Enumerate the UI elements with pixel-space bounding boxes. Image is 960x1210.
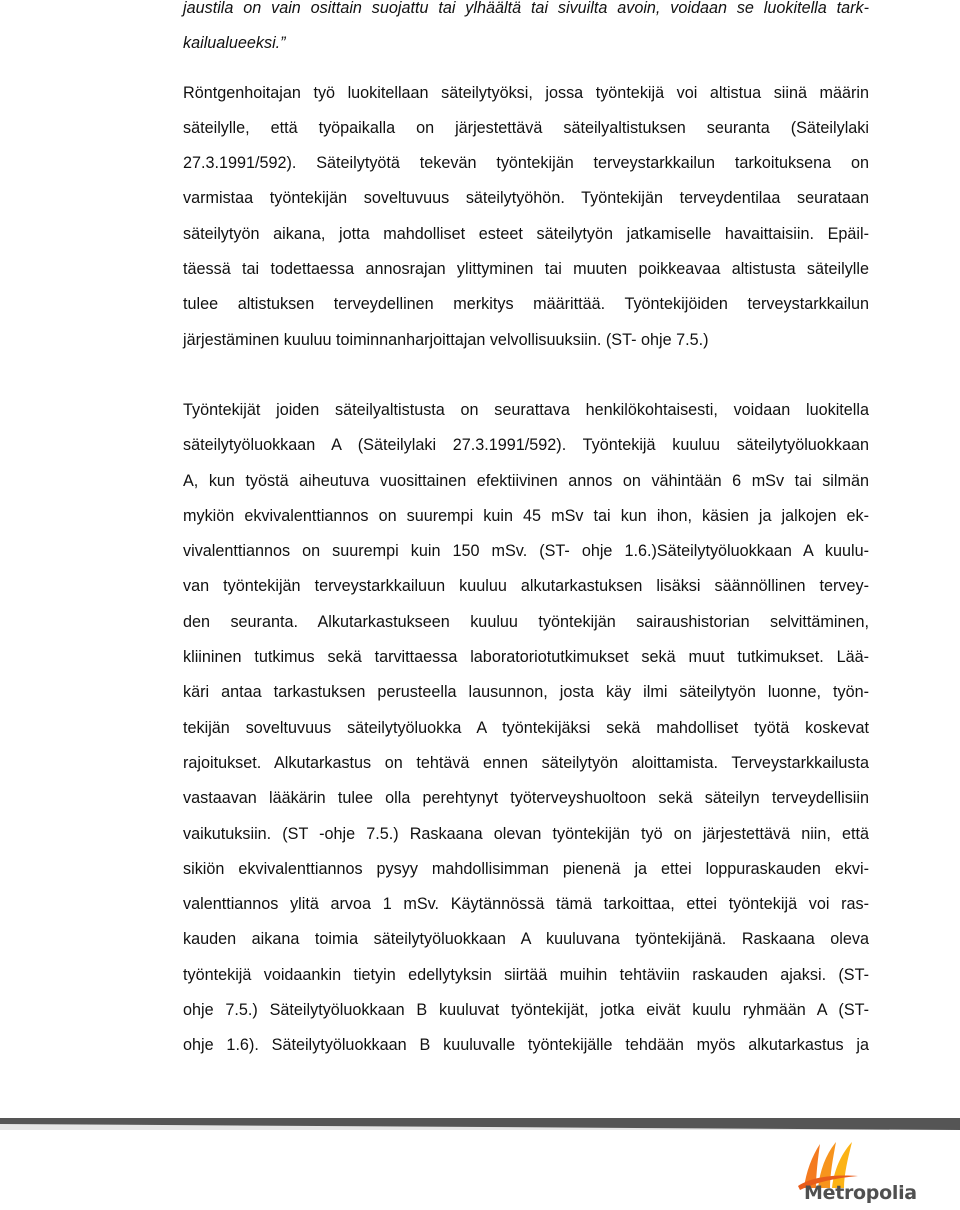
paragraph-line: den seuranta. Alkutarkastukseen kuuluu työntekijän sairaushistorian selvittäminen,: [183, 612, 869, 631]
document-body: [183, 0, 869, 1064]
paragraph-line: mykiön ekvivalenttiannos on suurempi kuin 45 mSv tai kun ihon, käsien ja jalkojen ek-: [183, 506, 869, 525]
paragraph-line: ohje 7.5.) Säteilytyöluokkaan B kuuluvat työntekijät, jotka eivät kuulu ryhmään A (ST-: [183, 1001, 869, 1020]
paragraph-line: tulee altistuksen terveydellinen merkitys määrittää. Työntekijöiden terveystarkkailun: [183, 295, 869, 314]
paragraph-line: Työntekijät joiden säteilyaltistusta on seurattava henkilökohtaisesti, voidaan luokitella: [183, 400, 869, 419]
paragraph-line: vivalenttiannos on suurempi kuin 150 mSv. (ST- ohje 1.6.)Säteilytyöluokkaan A kuulu-: [183, 542, 869, 561]
paragraph-line: rajoitukset. Alkutarkastus on tehtävä ennen säteilytyön aloittamista. Terveystarkkailusta: [183, 753, 869, 772]
footer-divider-bar: [0, 1118, 960, 1130]
paragraph-line: varmistaa työntekijän soveltuvuus säteilytyöhön. Työntekijän terveydentilaa seurataan: [183, 189, 869, 208]
paragraph-line: järjestäminen kuuluu toiminnanharjoittajan velvollisuuksiin. (ST- ohje 7.5.): [183, 330, 709, 349]
paragraph-line: vastaavan lääkärin tulee olla perehtynyt työterveyshuoltoon sekä säteilyn terveydellisiin: [183, 789, 869, 808]
paragraph-line: säteilytyöluokkaan A (Säteilylaki 27.3.1991/592). Työntekijä kuuluu säteilytyöluokkaan: [183, 436, 869, 455]
paragraph-line: 27.3.1991/592). Säteilytyötä tekevän työntekijän terveystarkkailun tarkoituksena on: [183, 154, 869, 173]
logo-wordmark: Metropolia: [804, 1182, 917, 1204]
paragraph-line: van työntekijän terveystarkkailuun kuuluu alkutarkastuksen lisäksi säännöllinen tervey-: [183, 577, 869, 596]
paragraph-line: kauden aikana toimia säteilytyöluokkaan A kuuluvana työntekijänä. Raskaana oleva: [183, 930, 869, 949]
paragraph-line: tekijän soveltuvuus säteilytyöluokka A työntekijäksi sekä mahdolliset työtä koskevat: [183, 718, 869, 737]
paragraph-radiographer-work: [183, 76, 869, 358]
paragraph-line: työntekijä voidaankin tietyin edellytyksin siirtää muihin tehtäviin raskauden ajaksi. (ST-: [183, 965, 869, 984]
quote-line: kailualueeksi.”: [183, 34, 286, 53]
paragraph-line: käri antaa tarkastuksen perusteella lausunnon, josta käy ilmi säteilytyön luonne, työn-: [183, 683, 869, 702]
paragraph-radiation-classes: [183, 393, 869, 1064]
paragraph-line: säteilytyön aikana, jotta mahdolliset esteet säteilytyön jatkamiselle havaittaisiin. Epäil-: [183, 224, 869, 243]
paragraph-line: täessä tai todettaessa annosrajan ylittyminen tai muuten poikkeavaa altistusta säteilylle: [183, 260, 869, 279]
quote-line: jaustila on vain osittain suojattu tai ylhäältä tai sivuilta avoin, voidaan se luokitella tark-: [183, 0, 869, 17]
paragraph-line: säteilylle, että työpaikalla on järjestettävä säteilyaltistuksen seuranta (Säteilylaki: [183, 118, 869, 137]
paragraph-line: vaikutuksiin. (ST -ohje 7.5.) Raskaana olevan työntekijän työ on järjestettävä niin, että: [183, 824, 869, 843]
paragraph-line: A, kun työstä aiheutuva vuosittainen efektiivinen annos on vähintään 6 mSv tai silmän: [183, 471, 869, 490]
paragraph-line: valenttiannos ylitä arvoa 1 mSv. Käytännössä tämä tarkoittaa, ettei työntekijä voi ras-: [183, 895, 869, 914]
paragraph-line: sikiön ekvivalenttiannos pysyy mahdollisimman pienenä ja ettei loppuraskauden ekvi-: [183, 859, 869, 878]
paragraph-line: Röntgenhoitajan työ luokitellaan säteilytyöksi, jossa työntekijä voi altistua siinä määrin: [183, 83, 869, 102]
block-quote: [183, 0, 869, 62]
paragraph-line: kliininen tutkimus sekä tarvittaessa laboratoriotutkimukset sekä muut tutkimukset. Lää-: [183, 648, 869, 667]
metropolia-logo: [790, 1138, 930, 1208]
paragraph-line: ohje 1.6). Säteilytyöluokkaan B kuuluvalle työntekijälle tehdään myös alkutarkastus ja: [183, 1036, 869, 1055]
